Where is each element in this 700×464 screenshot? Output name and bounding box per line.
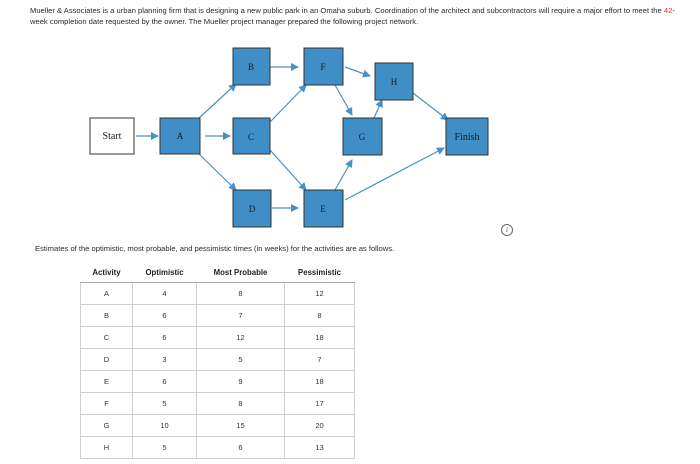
cell-activity: D: [81, 349, 133, 371]
node-e: [304, 190, 343, 227]
node-d: [233, 190, 271, 227]
table-row: [81, 283, 355, 305]
node-g-label: G: [358, 132, 366, 142]
header-most-probable: Most Probable: [197, 262, 285, 283]
cell-optimistic: 3: [133, 349, 197, 371]
node-start-label: Start: [102, 131, 122, 142]
cell-optimistic: 6: [133, 327, 197, 349]
table-row: [81, 415, 355, 437]
cell-most-probable: 8: [197, 393, 285, 415]
cell-activity: G: [81, 415, 133, 437]
table-row: [81, 393, 355, 415]
node-finish: [446, 118, 488, 155]
intro-text-1: Mueller & Associates is a urban planning firm that is designing a new public park in an Omaha suburb. Coordination of the architect and subcontractors will require a major effort to meet the: [30, 6, 664, 15]
node-f-label: F: [320, 62, 326, 72]
cell-activity: H: [81, 437, 133, 459]
table-row: [81, 327, 355, 349]
header-optimistic: Optimistic: [133, 262, 197, 283]
intro-text-2: -week completion date requested by the owner. The Mueller project manager prepared the following project network.: [30, 6, 675, 26]
edge-f-h: [345, 67, 370, 76]
edge-a-b: [199, 84, 236, 118]
cell-activity: C: [81, 327, 133, 349]
edge-c-e: [270, 150, 306, 190]
cell-most-probable: 12: [197, 327, 285, 349]
cell-pessimistic: 18: [285, 371, 355, 393]
node-e-label: E: [320, 204, 326, 214]
cell-pessimistic: 8: [285, 305, 355, 327]
cell-pessimistic: 17: [285, 393, 355, 415]
node-d-label: D: [248, 204, 256, 214]
estimates-caption: Estimates of the optimistic, most probable, and pessimistic times (in weeks) for the activities are as follows.: [35, 244, 395, 253]
table-row: [81, 371, 355, 393]
cell-most-probable: 5: [197, 349, 285, 371]
cell-optimistic: 4: [133, 283, 197, 305]
edge-e-g: [335, 160, 352, 190]
cell-most-probable: 9: [197, 371, 285, 393]
cell-optimistic: 6: [133, 305, 197, 327]
edge-a-d: [199, 154, 236, 190]
node-start: [90, 118, 134, 154]
table-row: [81, 349, 355, 371]
cell-optimistic: 5: [133, 393, 197, 415]
table-row: [81, 305, 355, 327]
cell-most-probable: 15: [197, 415, 285, 437]
table-row: [81, 437, 355, 459]
node-b: [233, 48, 270, 85]
header-activity: Activity: [81, 262, 133, 283]
completion-weeks: 42: [663, 6, 673, 15]
cell-pessimistic: 7: [285, 349, 355, 371]
cell-optimistic: 6: [133, 371, 197, 393]
table-header-row: [81, 262, 355, 283]
cell-pessimistic: 12: [285, 283, 355, 305]
node-finish-label: Finish: [454, 132, 480, 143]
node-a: [160, 118, 200, 154]
node-c: [233, 118, 270, 154]
cell-pessimistic: 20: [285, 415, 355, 437]
node-a-label: A: [176, 131, 184, 141]
cell-most-probable: 8: [197, 283, 285, 305]
cell-optimistic: 10: [133, 415, 197, 437]
node-h-label: H: [390, 77, 398, 87]
cell-pessimistic: 13: [285, 437, 355, 459]
info-icon[interactable]: i: [501, 224, 513, 236]
node-c-label: C: [247, 132, 255, 142]
edge-e-finish: [345, 148, 444, 200]
cell-most-probable: 7: [197, 305, 285, 327]
node-h: [375, 63, 413, 100]
cell-most-probable: 6: [197, 437, 285, 459]
cell-activity: E: [81, 371, 133, 393]
cell-optimistic: 5: [133, 437, 197, 459]
edge-c-f: [270, 85, 306, 122]
cell-activity: F: [81, 393, 133, 415]
cell-activity: B: [81, 305, 133, 327]
node-f: [304, 48, 343, 85]
time-estimates-table: [80, 262, 355, 459]
edge-g-h: [374, 100, 382, 118]
cell-pessimistic: 18: [285, 327, 355, 349]
edge-h-finish: [413, 93, 448, 120]
node-b-label: B: [247, 62, 255, 72]
edge-f-g: [335, 85, 352, 115]
node-g: [343, 118, 382, 155]
header-pessimistic: Pessimistic: [285, 262, 355, 283]
cell-activity: A: [81, 283, 133, 305]
